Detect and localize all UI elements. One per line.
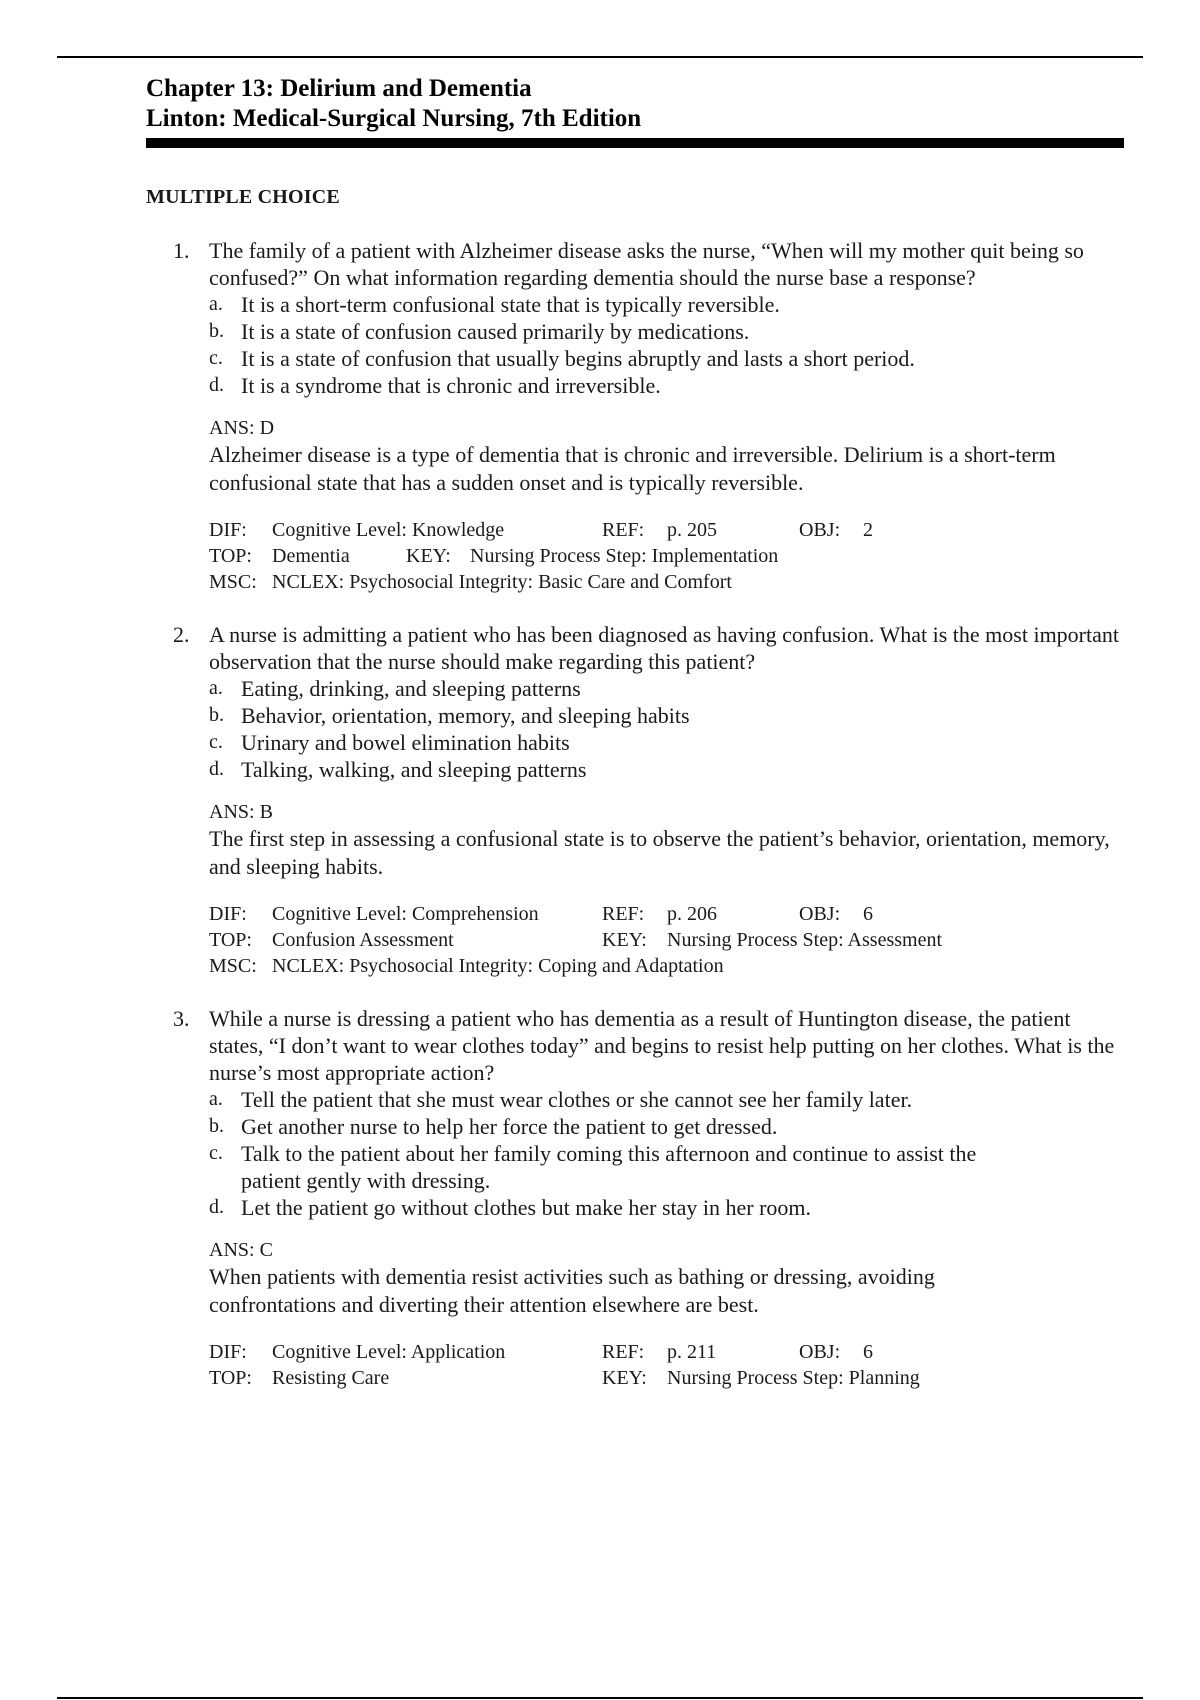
choice-letter: d.	[209, 1196, 224, 1218]
msc-label: MSC:	[209, 955, 257, 977]
choice-text: Tell the patient that she must wear clothes or she cannot see her family later.	[241, 1087, 913, 1112]
question-number: 2.	[173, 622, 190, 647]
choice-letter: a.	[209, 293, 223, 315]
question-1	[146, 237, 1126, 595]
question-3	[146, 1005, 1126, 1391]
rationale: Alzheimer disease is a type of dementia that is chronic and irreversible. Delirium is a short-term confusional state that has a sudden onset and is typically reversible.	[209, 442, 1056, 495]
question-list	[146, 237, 1126, 1391]
rationale: When patients with dementia resist activities such as bathing or dressing, avoiding confrontations and diverting their attention elsewhere are best.	[209, 1264, 935, 1317]
obj-value: 2	[863, 519, 873, 541]
choice-text: It is a short-term confusional state that is typically reversible.	[241, 292, 780, 317]
question-stem: The family of a patient with Alzheimer disease asks the nurse, “When will my mother quit being so confused?” On what information regarding dementia should the nurse base a response?	[209, 238, 1084, 290]
dif-value: Cognitive Level: Application	[272, 1341, 506, 1363]
choice-text: It is a state of confusion that usually begins abruptly and lasts a short period.	[241, 346, 915, 371]
dif-label: DIF:	[209, 519, 247, 541]
msc-value: NCLEX: Psychosocial Integrity: Basic Care and Comfort	[272, 571, 732, 593]
book-title: Linton: Medical-Surgical Nursing, 7th Edition	[146, 105, 642, 132]
obj-label: OBJ:	[799, 1341, 841, 1363]
document-header	[146, 74, 1126, 134]
top-value: Dementia	[272, 545, 350, 567]
top-label: TOP:	[209, 1367, 252, 1389]
question-number: 3.	[173, 1006, 190, 1031]
top-value: Resisting Care	[272, 1367, 390, 1389]
dif-value: Cognitive Level: Comprehension	[272, 903, 539, 925]
choice-c	[209, 345, 1119, 372]
rationale: The first step in assessing a confusional state is to observe the patient’s behavior, orientation, memory, and sleeping habits.	[209, 826, 1110, 879]
choice-letter: c.	[209, 347, 223, 369]
choice-text: Urinary and bowel elimination habits	[241, 730, 570, 755]
top-value: Confusion Assessment	[272, 929, 454, 951]
choice-b	[209, 318, 1119, 345]
dif-label: DIF:	[209, 1341, 247, 1363]
msc-value: NCLEX: Psychosocial Integrity: Coping and Adaptation	[272, 955, 724, 977]
choice-b	[209, 1113, 1119, 1140]
choice-b	[209, 702, 1119, 729]
choice-letter: a.	[209, 677, 223, 699]
obj-label: OBJ:	[799, 519, 841, 541]
question-stem: A nurse is admitting a patient who has been diagnosed as having confusion. What is the most important observation that the nurse should make regarding this patient?	[209, 622, 1119, 674]
choice-text: It is a state of confusion caused primarily by medications.	[241, 319, 750, 344]
key-value: Nursing Process Step: Assessment	[667, 929, 942, 951]
section-heading: MULTIPLE CHOICE	[146, 186, 340, 208]
question-metadata	[209, 517, 1119, 595]
answer-key: ANS: B	[209, 801, 273, 823]
key-value: Nursing Process Step: Planning	[667, 1367, 920, 1389]
choice-text: Eating, drinking, and sleeping patterns	[241, 676, 581, 701]
choice-letter: b.	[209, 1115, 224, 1137]
ref-label: REF:	[602, 903, 645, 925]
choice-text: Behavior, orientation, memory, and sleeping habits	[241, 703, 690, 728]
ref-label: REF:	[602, 519, 645, 541]
choice-c	[209, 729, 1119, 756]
answer-choices	[209, 291, 1119, 399]
choice-text: Talking, walking, and sleeping patterns	[241, 757, 587, 782]
question-metadata	[209, 1339, 1119, 1391]
obj-label: OBJ:	[799, 903, 841, 925]
dif-value: Cognitive Level: Knowledge	[272, 519, 505, 541]
choice-text: Get another nurse to help her force the patient to get dressed.	[241, 1114, 778, 1139]
title-underline-bar	[146, 138, 1124, 148]
answer-choices	[209, 1086, 1119, 1221]
top-label: TOP:	[209, 545, 252, 567]
choice-a	[209, 1086, 1119, 1113]
choice-letter: d.	[209, 374, 224, 396]
obj-value: 6	[863, 1341, 873, 1363]
choice-text: Let the patient go without clothes but make her stay in her room.	[241, 1195, 812, 1220]
document-page	[146, 74, 1126, 1417]
key-value: Nursing Process Step: Implementation	[470, 545, 779, 567]
question-metadata	[209, 901, 1119, 979]
question-2	[146, 621, 1126, 979]
choice-letter: a.	[209, 1088, 223, 1110]
key-label: KEY:	[602, 929, 647, 951]
ref-value: p. 211	[667, 1341, 717, 1363]
ref-value: p. 205	[667, 519, 717, 541]
choice-d	[209, 372, 1119, 399]
choice-text: Talk to the patient about her family coming this afternoon and continue to assist the patient gently with dressing.	[241, 1141, 977, 1193]
choice-d	[209, 756, 1119, 783]
choice-text: It is a syndrome that is chronic and irreversible.	[241, 373, 661, 398]
top-rule	[57, 56, 1143, 58]
answer-key: ANS: C	[209, 1239, 273, 1261]
key-label: KEY:	[602, 1367, 647, 1389]
msc-label: MSC:	[209, 571, 257, 593]
key-label: KEY:	[406, 545, 451, 567]
dif-label: DIF:	[209, 903, 247, 925]
ref-value: p. 206	[667, 903, 717, 925]
answer-choices	[209, 675, 1119, 783]
choice-letter: b.	[209, 320, 224, 342]
answer-key: ANS: D	[209, 417, 275, 439]
choice-letter: c.	[209, 731, 223, 753]
choice-letter: b.	[209, 704, 224, 726]
bottom-rule	[57, 1697, 1143, 1699]
choice-a	[209, 291, 1119, 318]
question-number: 1.	[173, 238, 190, 263]
top-label: TOP:	[209, 929, 252, 951]
ref-label: REF:	[602, 1341, 645, 1363]
question-stem: While a nurse is dressing a patient who has dementia as a result of Huntington disease, the patient states, “I don’t want to wear clothes today” and begins to resist help putting on her clothes. What is the nurse’s most appropriate action?	[209, 1006, 1115, 1085]
choice-d	[209, 1194, 1119, 1221]
choice-c	[209, 1140, 1119, 1194]
choice-letter: d.	[209, 758, 224, 780]
choice-a	[209, 675, 1119, 702]
obj-value: 6	[863, 903, 873, 925]
choice-letter: c.	[209, 1142, 223, 1164]
chapter-title: Chapter 13: Delirium and Dementia	[146, 75, 532, 102]
